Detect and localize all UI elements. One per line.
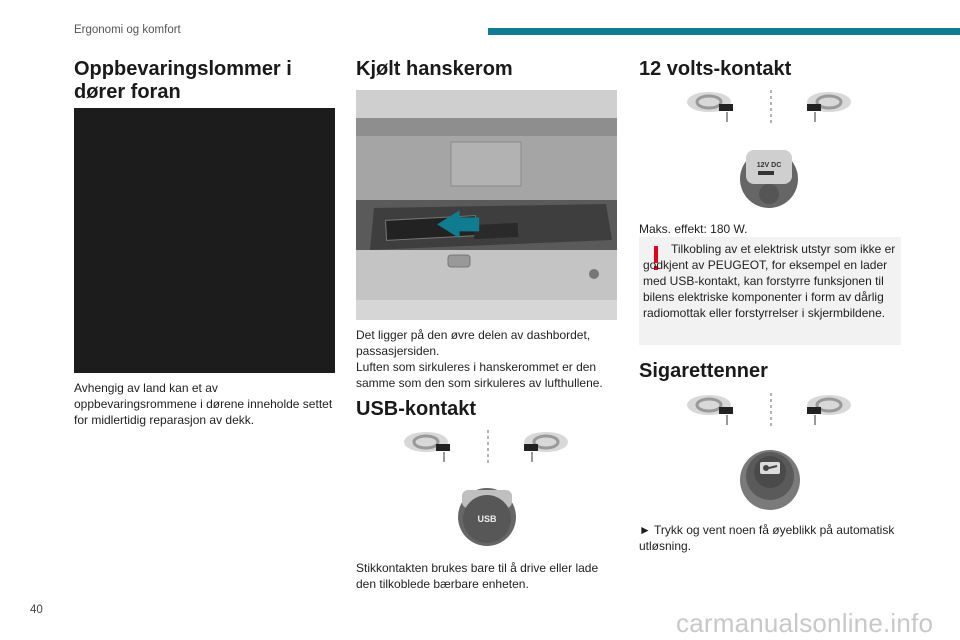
cigarette-lighter-icon — [738, 448, 802, 512]
header-accent-bar — [488, 28, 960, 35]
usb-socket-label: USB — [477, 514, 497, 524]
section-title: Ergonomi og komfort — [74, 24, 181, 36]
glovebox-photo — [356, 90, 617, 320]
steering-wheel-position-icon — [396, 428, 576, 468]
glovebox-location-text: Det ligger på den øvre delen av dashbordet, passasjersiden. — [356, 328, 591, 358]
watermark: carmanualsonline.info — [676, 608, 934, 638]
usb-text: Stikkontakten brukes bare til å drive eller lade den tilkoblede bærbare enheten. — [356, 561, 599, 591]
heading-door-pockets: Oppbevaringslommer i dører foran — [74, 58, 292, 103]
usb-socket-icon — [456, 484, 518, 548]
door-pockets-text: Avhengig av land kan et av oppbevaringsrommene i dørene inneholde settet for midlertidig reparasjon av dekk. — [74, 381, 333, 427]
12v-socket-label: 12V DC — [756, 162, 782, 169]
glovebox-illustration — [356, 90, 617, 320]
steering-wheel-position-icon — [679, 391, 859, 431]
max-power-text: Maks. effekt: 180 W. — [639, 222, 748, 236]
glovebox-air-text: Luften som sirkuleres i hanskerommet er den samme som den som sirkuleres av lufthullene. — [356, 360, 603, 390]
heading-lighter: Sigarettenner — [639, 360, 768, 382]
heading-cooled-glovebox: Kjølt hanskerom — [356, 58, 513, 80]
lighter-instruction: ► Trykk og vent noen få øyeblikk på automatisk utløsning. — [639, 523, 895, 553]
heading-usb: USB-kontakt — [356, 398, 477, 420]
door-pocket-photo — [74, 108, 335, 373]
warning-text: Tilkobling av et elektrisk utstyr som ikke er godkjent av PEUGEOT, for eksempel en lader med USB-kontakt, kan forstyrre funksjonen til bilens elektriske komponenter i form av dårlig radiomottak eller forstyrrelser i skjermbildene. — [643, 242, 896, 320]
heading-12v: 12 volts-kontakt — [639, 58, 792, 80]
12v-socket-icon — [738, 144, 800, 210]
steering-wheel-position-icon — [679, 88, 859, 128]
page-number: 40 — [30, 604, 43, 616]
